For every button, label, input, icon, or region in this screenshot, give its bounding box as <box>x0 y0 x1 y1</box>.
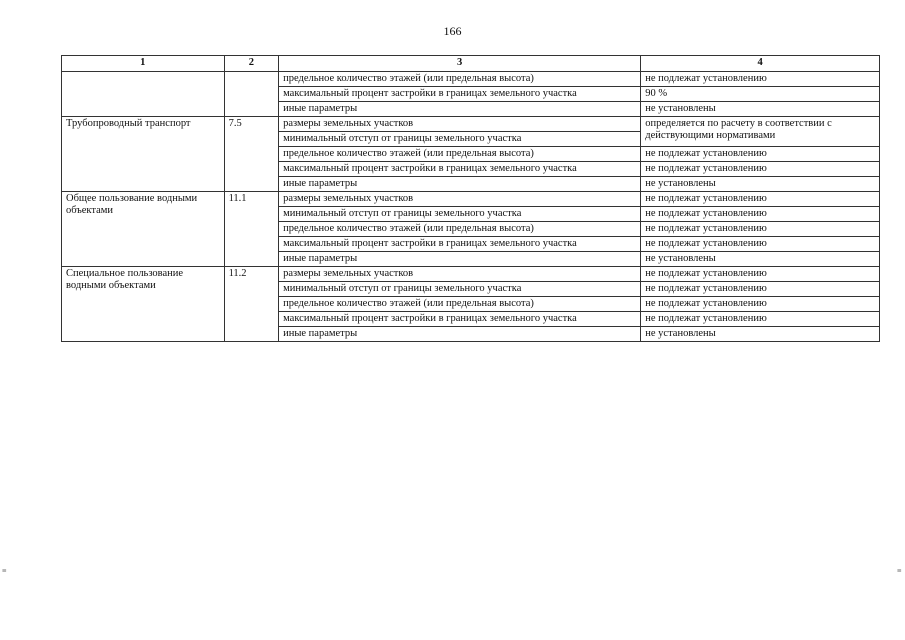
use-name-cell: Общее пользование водными объектами <box>62 192 225 267</box>
param-cell: размеры земельных участков <box>279 192 641 207</box>
param-cell: минимальный отступ от границы земельного участка <box>279 207 641 222</box>
regulations-table <box>61 55 880 342</box>
column-header-1: 1 <box>62 56 225 72</box>
value-cell: не подлежат установлению <box>641 147 880 162</box>
column-header-4: 4 <box>641 56 880 72</box>
use-name-cell <box>62 72 225 117</box>
value-cell: не установлены <box>641 252 880 267</box>
value-cell: не подлежат установлению <box>641 237 880 252</box>
param-cell: максимальный процент застройки в границах земельного участка <box>279 162 641 177</box>
table-row <box>62 117 880 132</box>
value-cell: не установлены <box>641 327 880 342</box>
param-cell: иные параметры <box>279 327 641 342</box>
use-code-cell: 11.2 <box>224 267 279 342</box>
value-cell: не подлежат установлению <box>641 282 880 297</box>
param-cell: предельное количество этажей (или предельная высота) <box>279 72 641 87</box>
table-row <box>62 267 880 282</box>
value-cell: не подлежат установлению <box>641 72 880 87</box>
table-row <box>62 72 880 87</box>
param-cell: максимальный процент застройки в границах земельного участка <box>279 312 641 327</box>
table-row <box>62 192 880 207</box>
value-cell: не подлежат установлению <box>641 207 880 222</box>
param-cell: иные параметры <box>279 102 641 117</box>
param-cell: предельное количество этажей (или предельная высота) <box>279 222 641 237</box>
param-cell: размеры земельных участков <box>279 267 641 282</box>
value-cell: не подлежат установлению <box>641 267 880 282</box>
param-cell: минимальный отступ от границы земельного участка <box>279 132 641 147</box>
scan-edge-mark-right: ≡ <box>897 566 902 575</box>
column-header-2: 2 <box>224 56 279 72</box>
value-cell: не подлежат установлению <box>641 297 880 312</box>
scan-edge-mark-left: ≡ <box>2 566 7 575</box>
value-cell: определяется по расчету в соответствии с действующими нормативами <box>641 117 880 147</box>
column-header-3: 3 <box>279 56 641 72</box>
param-cell: максимальный процент застройки в границах земельного участка <box>279 87 641 102</box>
param-cell: иные параметры <box>279 177 641 192</box>
value-cell: не установлены <box>641 102 880 117</box>
header-row <box>62 56 880 72</box>
param-cell: размеры земельных участков <box>279 117 641 132</box>
use-code-cell: 7.5 <box>224 117 279 192</box>
use-name-cell: Трубопроводный транспорт <box>62 117 225 192</box>
value-cell: 90 % <box>641 87 880 102</box>
value-cell: не подлежат установлению <box>641 162 880 177</box>
value-cell: не установлены <box>641 177 880 192</box>
param-cell: минимальный отступ от границы земельного участка <box>279 282 641 297</box>
use-name-cell: Специальное пользование водными объектами <box>62 267 225 342</box>
value-cell: не подлежат установлению <box>641 222 880 237</box>
param-cell: иные параметры <box>279 252 641 267</box>
use-code-cell <box>224 72 279 117</box>
use-code-cell: 11.1 <box>224 192 279 267</box>
page-number: 166 <box>443 24 462 38</box>
param-cell: максимальный процент застройки в границах земельного участка <box>279 237 641 252</box>
value-cell: не подлежат установлению <box>641 312 880 327</box>
param-cell: предельное количество этажей (или предельная высота) <box>279 297 641 312</box>
value-cell: не подлежат установлению <box>641 192 880 207</box>
param-cell: предельное количество этажей (или предельная высота) <box>279 147 641 162</box>
